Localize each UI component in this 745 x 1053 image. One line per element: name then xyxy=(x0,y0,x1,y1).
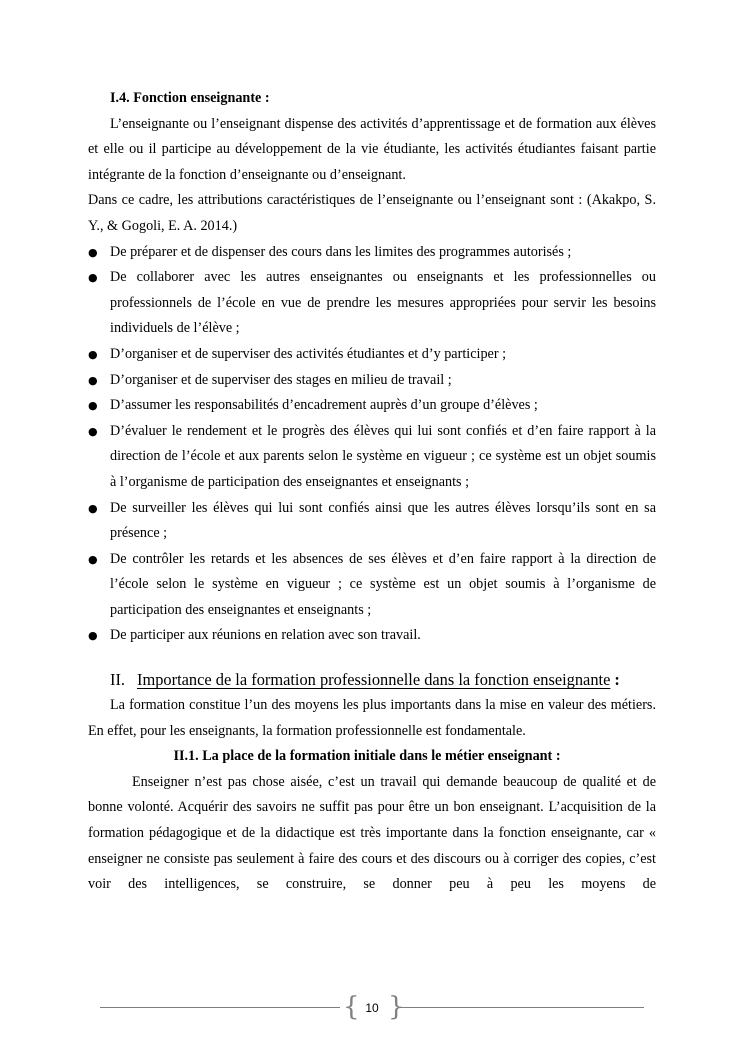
list-item-text: D’évaluer le rendement et le progrès des élèves qui lui sont confiés et d’en faire rapport à la direction de l’école et aux parents selon le système en vigueur ; ce système est un objet soumis à l’organisme de participation des enseignantes et enseignants ; xyxy=(110,422,656,490)
list-item xyxy=(88,393,656,419)
page-footer xyxy=(100,994,645,1022)
list-item-text: D’organiser et de superviser des stages en milieu de travail ; xyxy=(110,371,452,388)
left-brace-icon: { xyxy=(343,992,360,1022)
section-number: II. xyxy=(110,670,126,690)
bullet-dot-icon: ● xyxy=(88,245,98,259)
document-page xyxy=(88,86,656,898)
list-item-text: De participer aux réunions en relation avec son travail. xyxy=(110,627,421,644)
list-item xyxy=(88,342,656,368)
bullet-dot-icon: ● xyxy=(88,552,98,566)
right-brace-icon: } xyxy=(388,992,405,1022)
bullet-dot-icon: ● xyxy=(88,271,98,285)
list-item-text: De surveiller les élèves qui lui sont confiés ainsi que les autres élèves lorsqu’ils sont en sa présence ; xyxy=(110,499,656,542)
list-item xyxy=(88,623,656,649)
bullet-dot-icon: ● xyxy=(88,501,98,515)
section-heading-i4: I.4. Fonction enseignante : xyxy=(110,90,270,106)
section-title: Importance de la formation professionnelle dans la fonction enseignante xyxy=(137,670,611,690)
list-item-text: De contrôler les retards et les absences de ses élèves et d’en faire rapport à la direction de l’école selon le système en vigueur ; ce système est un objet soumis à l’organisme de participation des enseignantes et enseignants ; xyxy=(110,550,656,618)
paragraph-formation-intro: La formation constitue l’un des moyens les plus importants dans la mise en valeur des métiers. En effet, pour les enseignants, la formation professionnelle est fondamentale. xyxy=(88,697,656,739)
bullet-dot-icon: ● xyxy=(88,373,98,387)
paragraph-formation-initiale: Enseigner n’est pas chose aisée, c’est un travail qui demande beaucoup de qualité et de bonne volonté. Acquérir des savoirs ne suffit pas pour être un bon enseignant. L’acquisition de la formation pédagogique et de la didactique est très importante dans la fonction enseignante, car « enseigner ne consiste pas seulement à faire des cours et des discours ou à corriger des copies, c’est voir des intelligences, se construire, se donner peu à peu les moyens de xyxy=(88,773,656,893)
list-item xyxy=(88,496,656,547)
list-item-text: De préparer et de dispenser des cours dans les limites des programmes autorisés ; xyxy=(110,243,572,260)
bullet-dot-icon: ● xyxy=(88,424,98,438)
section-colon: : xyxy=(614,670,620,690)
list-item xyxy=(88,368,656,394)
list-item xyxy=(88,240,656,266)
footer-rule-right xyxy=(400,1007,644,1008)
list-item-text: D’organiser et de superviser des activités étudiantes et d’y participer ; xyxy=(110,345,507,362)
footer-rule-left xyxy=(100,1007,340,1008)
list-item xyxy=(88,547,656,624)
bullet-dot-icon: ● xyxy=(88,399,98,413)
list-item xyxy=(88,419,656,496)
paragraph-attributions-context: Dans ce cadre, les attributions caractéristiques de l’enseignante ou l’enseignant sont : (Akakpo, S. Y., & Gogoli, E. A. 2014.) xyxy=(88,192,656,234)
attributions-list xyxy=(88,240,656,650)
bullet-dot-icon: ● xyxy=(88,347,98,361)
list-item-text: D’assumer les responsabilités d’encadrement auprès d’un groupe d’élèves ; xyxy=(110,397,538,414)
paragraph-fonction-intro: L’enseignante ou l’enseignant dispense des activités d’apprentissage et de formation aux élèves et elle ou il participe au développement de la vie étudiante, les activités étudiantes faisant partie intégrante de la fonction d’enseignante ou d’enseignant. xyxy=(88,115,656,183)
page-number: 10 xyxy=(365,1001,379,1015)
list-item xyxy=(88,265,656,342)
section-heading-ii xyxy=(110,667,656,693)
subsection-heading-ii1: II.1. La place de la formation initiale dans le métier enseignant : xyxy=(173,748,561,765)
list-item-text: De collaborer avec les autres enseignantes ou enseignants et les professionnelles ou professionnels de l’école en vue de prendre les mesures appropriées pour servir les besoins individuels de l’élève ; xyxy=(110,269,656,337)
bullet-dot-icon: ● xyxy=(88,629,98,643)
